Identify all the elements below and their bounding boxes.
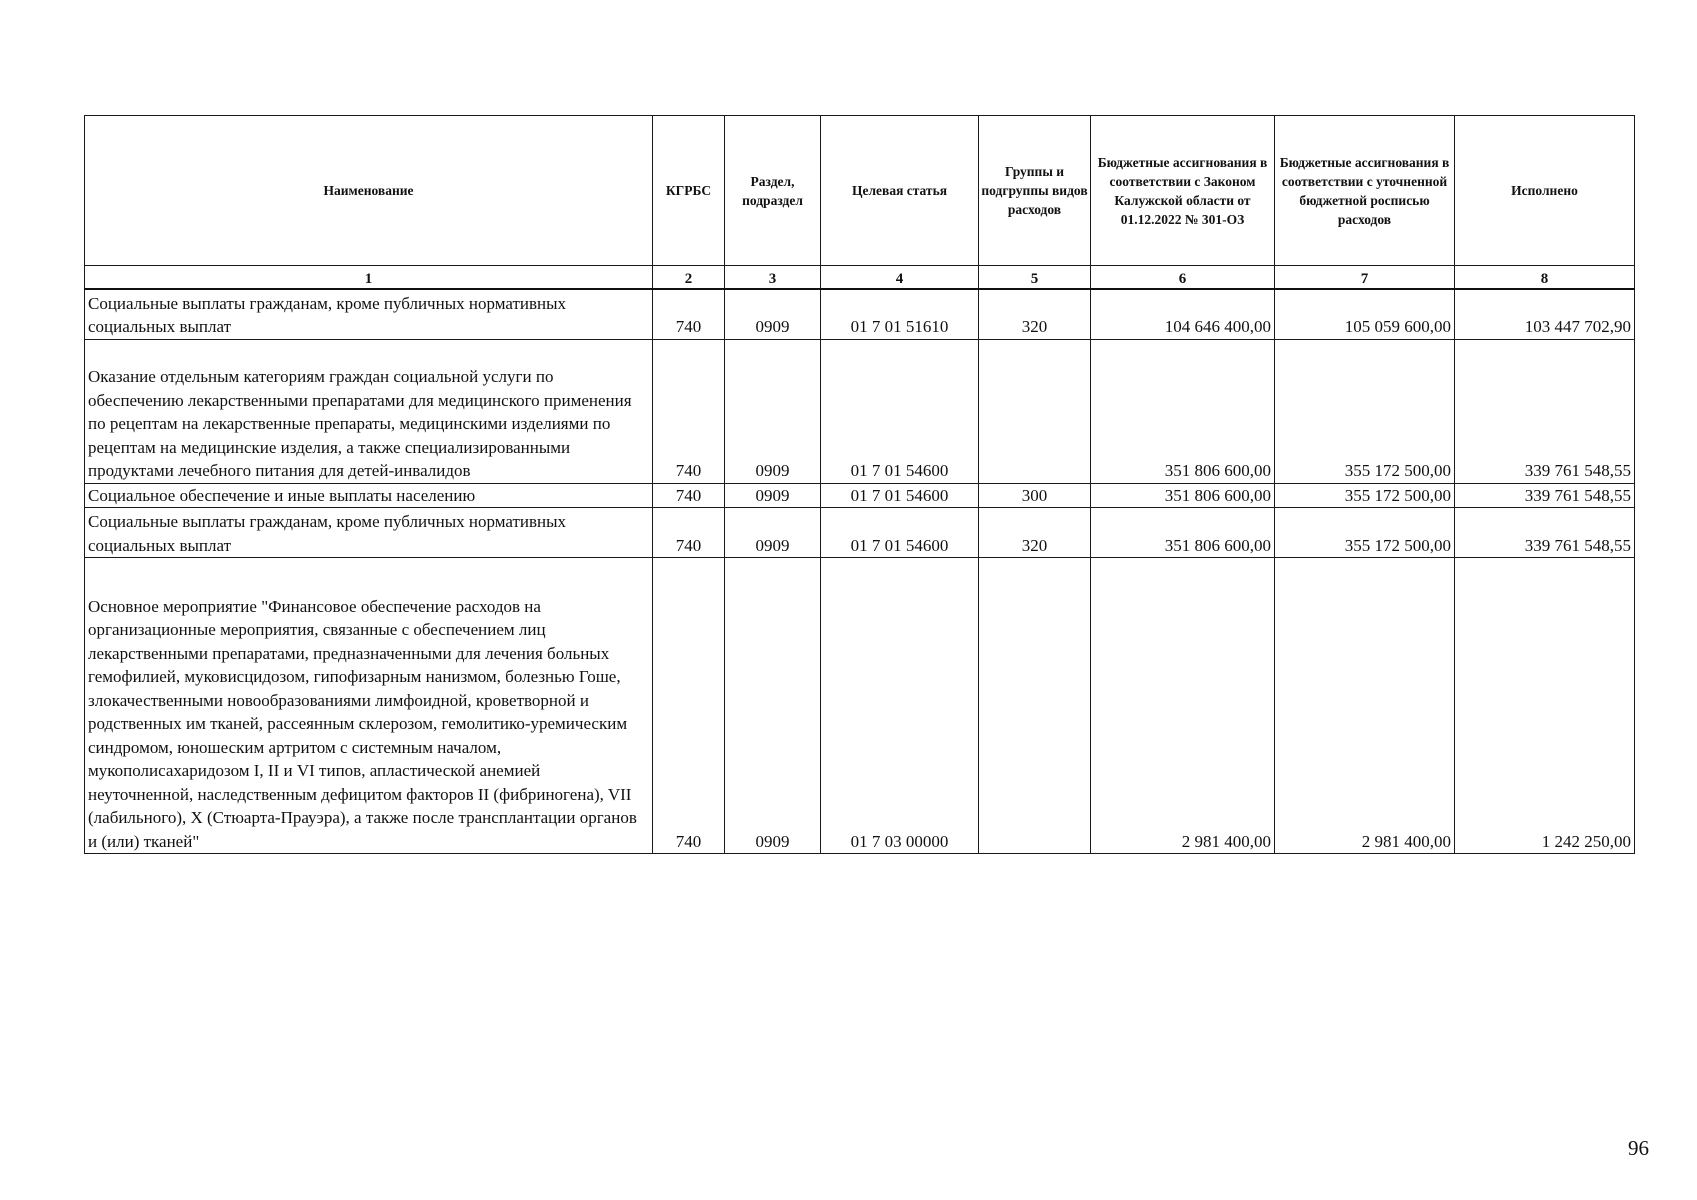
row-name: Оказание отдельным категориям граждан социальной услуги по обеспечению лекарственными препаратами для медицинского применения по рецептам на лекарственные препараты, медицинскими изделиями по рецептам на медицинские изделия, а также специализированными продуктами лечебного питания для детей-инвалидов (85, 339, 653, 483)
table-row (85, 483, 1635, 508)
row-law-amount: 2 981 400,00 (1091, 558, 1275, 854)
row-name: Социальное обеспечение и иные выплаты населению (85, 483, 653, 508)
page-number: 96 (1628, 1136, 1649, 1160)
row-refined-amount: 105 059 600,00 (1275, 289, 1455, 339)
row-name: Социальные выплаты гражданам, кроме публичных нормативных социальных выплат (85, 289, 653, 339)
row-executed-amount: 339 761 548,55 (1455, 508, 1635, 558)
row-law-amount: 104 646 400,00 (1091, 289, 1275, 339)
header-target: Целевая статья (821, 116, 979, 266)
row-target: 01 7 03 00000 (821, 558, 979, 854)
row-group: 320 (979, 508, 1091, 558)
row-group: 320 (979, 289, 1091, 339)
header-group: Группы и подгруппы видов расходов (979, 116, 1091, 266)
header-section: Раздел, подраздел (725, 116, 821, 266)
column-number: 1 (85, 266, 653, 290)
column-number: 5 (979, 266, 1091, 290)
header-executed: Исполнено (1455, 116, 1635, 266)
row-refined-amount: 355 172 500,00 (1275, 508, 1455, 558)
header-law: Бюджетные ассигнования в соответствии с Законом Калужской области от 01.12.2022 № 301-ОЗ (1091, 116, 1275, 266)
row-law-amount: 351 806 600,00 (1091, 483, 1275, 508)
row-kgrbs: 740 (653, 508, 725, 558)
row-law-amount: 351 806 600,00 (1091, 339, 1275, 483)
row-section: 0909 (725, 339, 821, 483)
column-number: 3 (725, 266, 821, 290)
row-executed-amount: 103 447 702,90 (1455, 289, 1635, 339)
column-number-row (85, 266, 1635, 290)
column-number: 6 (1091, 266, 1275, 290)
row-kgrbs: 740 (653, 289, 725, 339)
table-row (85, 289, 1635, 339)
row-group (979, 339, 1091, 483)
row-group (979, 558, 1091, 854)
row-kgrbs: 740 (653, 339, 725, 483)
table-row (85, 508, 1635, 558)
header-name: Наименование (85, 116, 653, 266)
row-refined-amount: 355 172 500,00 (1275, 339, 1455, 483)
row-target: 01 7 01 51610 (821, 289, 979, 339)
header-refined: Бюджетные ассигнования в соответствии с уточненной бюджетной росписью расходов (1275, 116, 1455, 266)
row-section: 0909 (725, 558, 821, 854)
column-number: 8 (1455, 266, 1635, 290)
row-executed-amount: 1 242 250,00 (1455, 558, 1635, 854)
column-number: 2 (653, 266, 725, 290)
column-number: 7 (1275, 266, 1455, 290)
row-kgrbs: 740 (653, 558, 725, 854)
row-group: 300 (979, 483, 1091, 508)
row-section: 0909 (725, 483, 821, 508)
budget-table (84, 115, 1635, 854)
table-row (85, 339, 1635, 483)
row-refined-amount: 2 981 400,00 (1275, 558, 1455, 854)
row-section: 0909 (725, 508, 821, 558)
row-law-amount: 351 806 600,00 (1091, 508, 1275, 558)
row-executed-amount: 339 761 548,55 (1455, 339, 1635, 483)
row-target: 01 7 01 54600 (821, 339, 979, 483)
header-row (85, 116, 1635, 266)
column-number: 4 (821, 266, 979, 290)
header-kgrbs: КГРБС (653, 116, 725, 266)
row-executed-amount: 339 761 548,55 (1455, 483, 1635, 508)
row-name: Социальные выплаты гражданам, кроме публичных нормативных социальных выплат (85, 508, 653, 558)
row-kgrbs: 740 (653, 483, 725, 508)
row-refined-amount: 355 172 500,00 (1275, 483, 1455, 508)
row-target: 01 7 01 54600 (821, 483, 979, 508)
row-target: 01 7 01 54600 (821, 508, 979, 558)
row-section: 0909 (725, 289, 821, 339)
row-name: Основное мероприятие "Финансовое обеспечение расходов на организационные мероприятия, связанные с обеспечением лиц лекарственными препаратами, предназначенными для лечения больных гемофилией, муковисцидозом, гипофизарным нанизмом, болезнью Гоше, злокачественными новообразованиями лимфоидной, кроветворной и родственных им тканей, рассеянным склерозом, гемолитико-уремическим синдромом, юношеским артритом с системным началом, мукополисахаридозом I, II и VI типов, апластической анемией неуточненной, наследственным дефицитом факторов II (фибриногена), VII (лабильного), X (Стюарта-Прауэра), а также после трансплантации органов и (или) тканей" (85, 558, 653, 854)
table-row (85, 558, 1635, 854)
